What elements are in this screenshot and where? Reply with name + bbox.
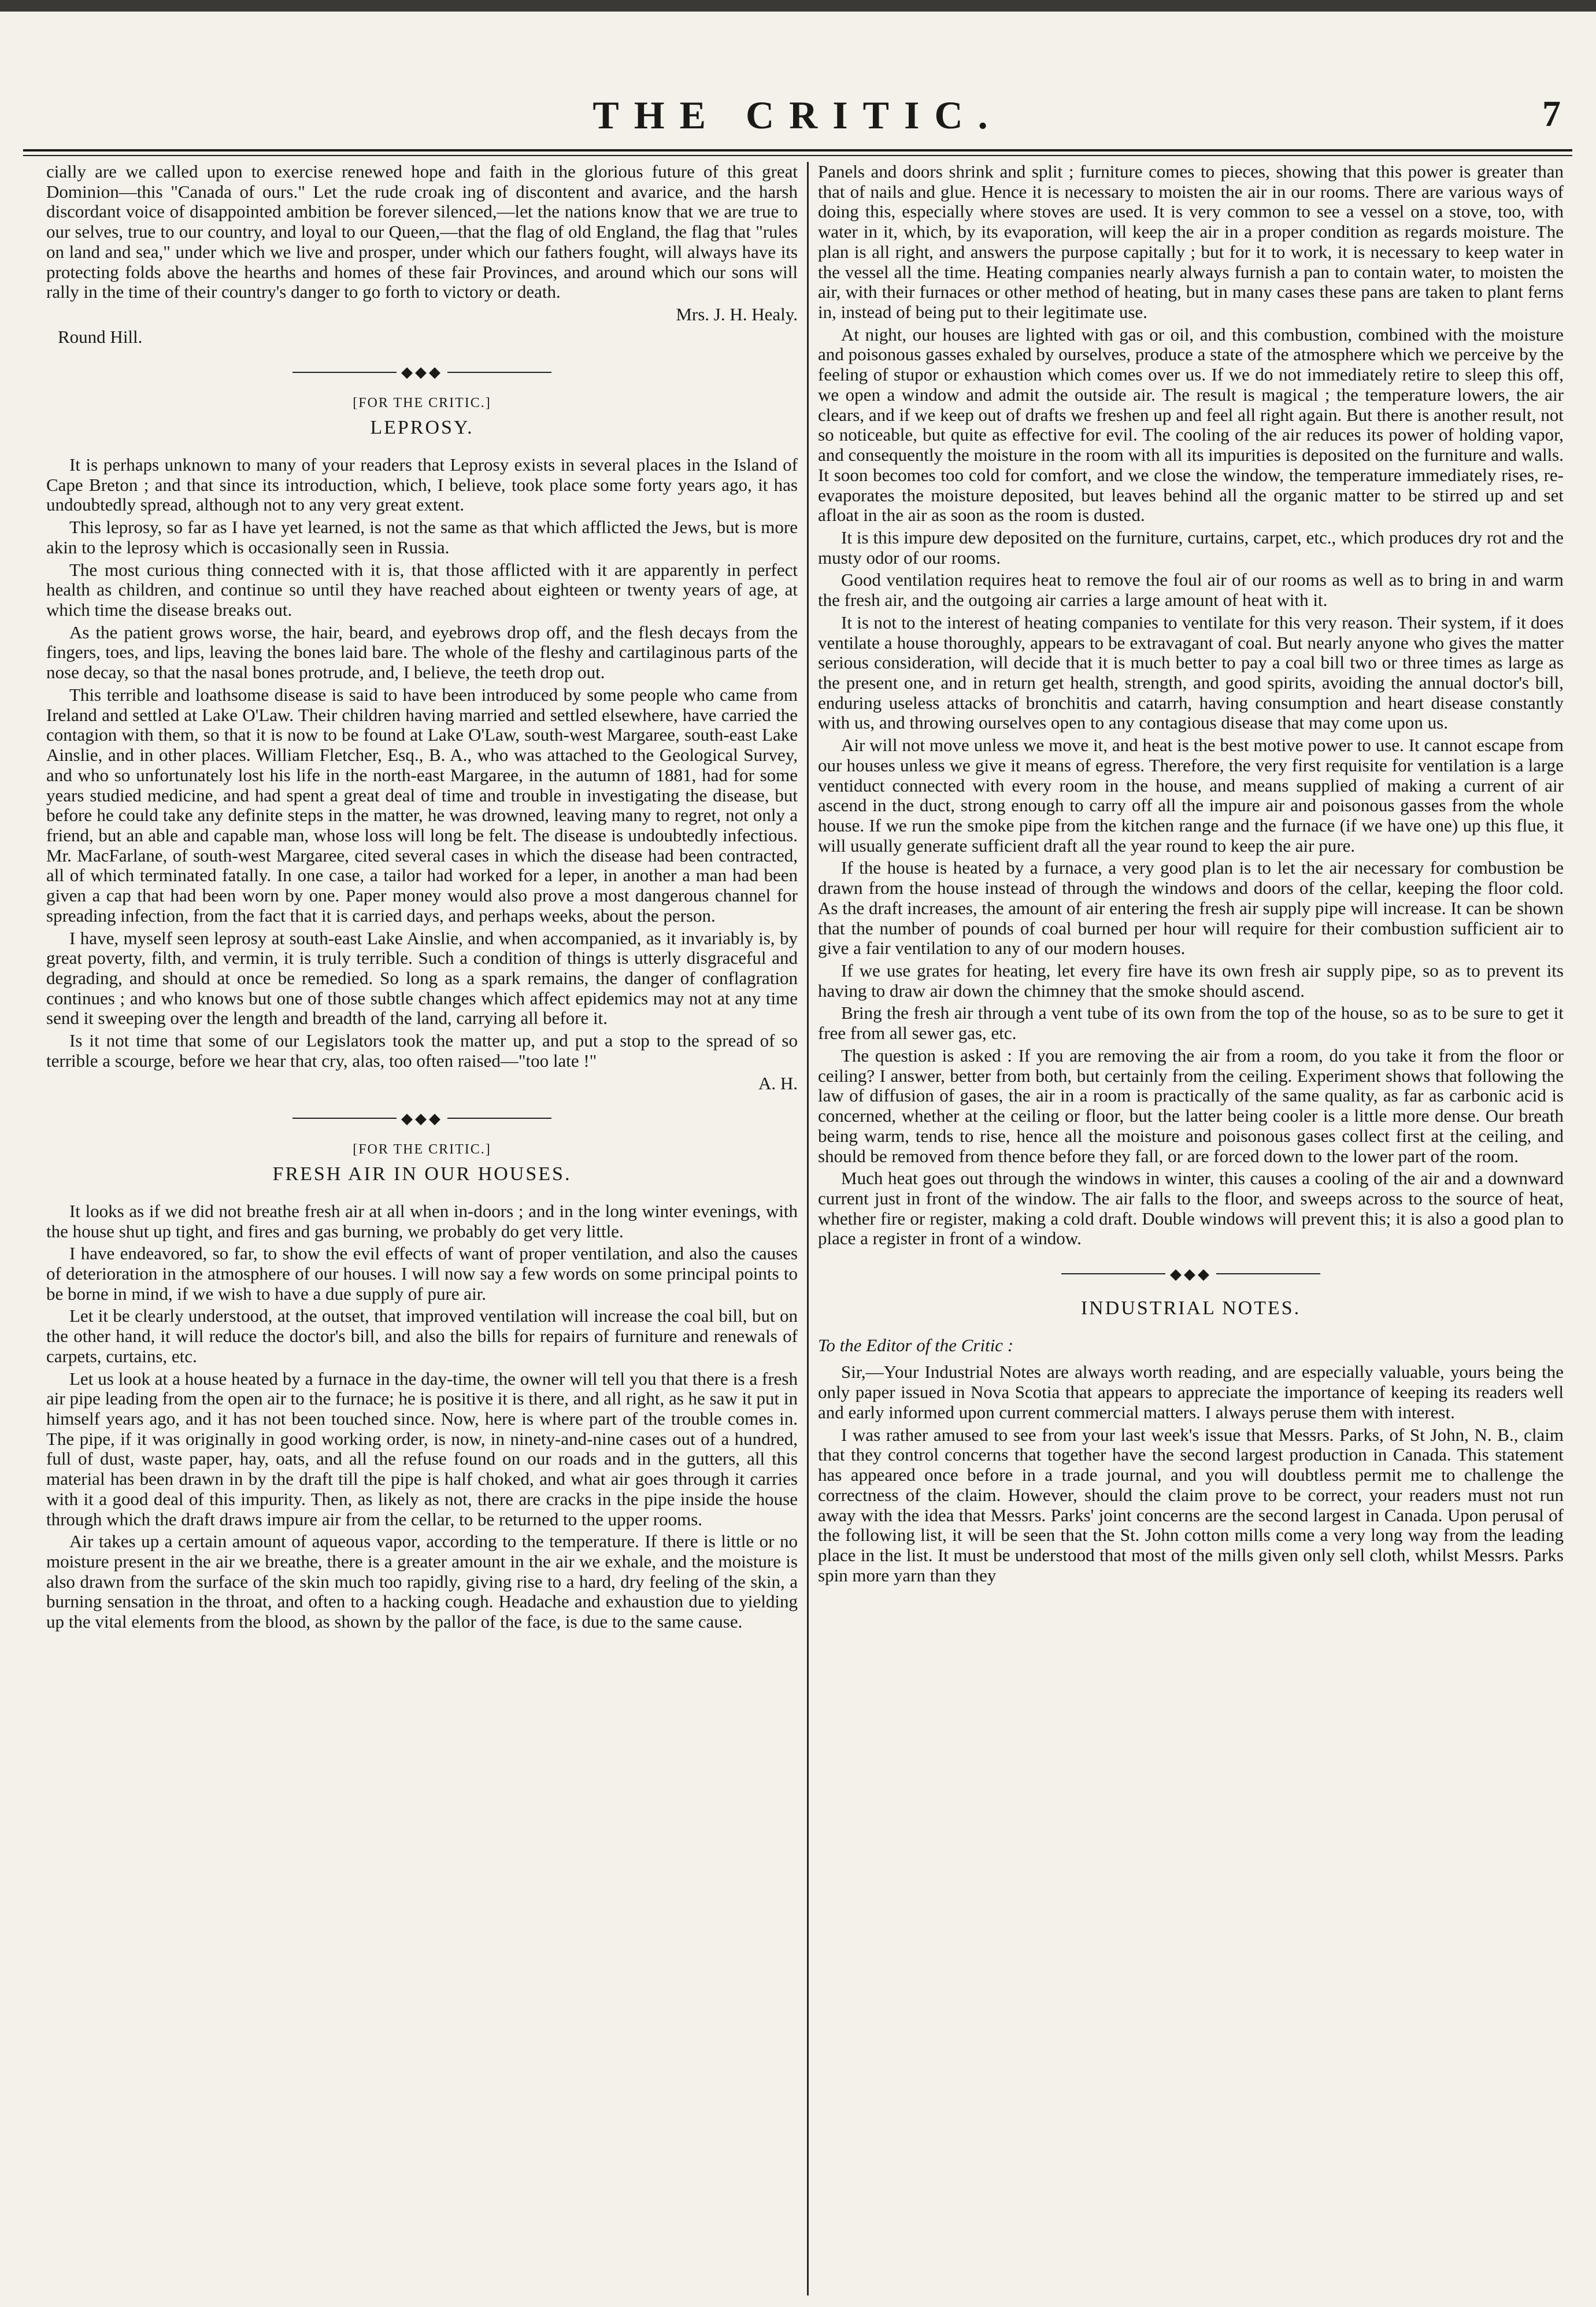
section-ornament: ◆◆◆: [818, 1264, 1564, 1282]
article-paragraph: If the house is heated by a furnace, a very good plan is to let the air necessary for combustion be drawn from the house instead of through the windows and doors of the cellar, keeping the floor cold. As the draft increases, the amount of air entering the fresh air supply pipe will increase. It can be shown that the number of pounds of coal burned per hour will require for their combustion sufficient air to give a fair ventilation to any of our modern houses.: [818, 857, 1564, 959]
letter-salutation: To the Editor of the Critic :: [818, 1334, 1014, 1355]
article-label: [FOR THE CRITIC.]: [353, 1141, 491, 1157]
intro-signature: Mrs. J. H. Healy.: [676, 304, 798, 325]
column-divider: [807, 162, 809, 2295]
article-signature: A. H.: [758, 1073, 798, 1093]
article-paragraph: The most curious thing connected with it is, that those afflicted with it are apparently in perfect health as children, and continue so until they have reached about eighteen or twenty years of age, at which time the disease breaks out.: [46, 559, 798, 620]
section-ornament: ◆◆◆: [46, 362, 798, 380]
page-number: 7: [1542, 93, 1561, 134]
article-paragraph: Let us look at a house heated by a furnace in the day-time, the owner will tell you that there is a fresh air pipe leading from the open air to the furnace; he is positive it is there, and all right, as he saw it put in himself years ago, and it has not been touched since. Now, here is where part of the trouble comes in. The pipe, if it was originally in good working order, is now, in ninety-and-nine cases out of a hundred, full of dust, waste paper, hay, oats, and all the refuse found on our roads and in the gutters, all this material has been drawn in by the draft till the pipe is half choked, and what air goes through it carries with it a good deal of this impurity. Then, as likely as not, there are cracks in the pipe inside the house through which the draft draws impure air from the cellar, to be returned to the upper rooms.: [46, 1368, 798, 1529]
fresh-air-continued: [818, 162, 1564, 1249]
article-heading: FRESH AIR IN OUR HOUSES.: [272, 1163, 572, 1185]
article-paragraph: This leprosy, so far as I have yet learned, is not the same as that which afflicted the Jews, but is more akin to the leprosy which is occasionally seen in Russia.: [46, 517, 798, 557]
article-heading: INDUSTRIAL NOTES.: [1080, 1297, 1301, 1319]
article-heading: LEPROSY.: [370, 416, 474, 438]
article-paragraph: Air will not move unless we move it, and heat is the best motive power to use. It cannot escape from our houses unless we give it means of egress. Therefore, the very first requisite for ventilation is a large ventiduct connected with every room in the house, and means supplied of making a current of air ascend in the duct, strong enough to carry off all the impure air and poisonous gasses from the whole house. If we run the smoke pipe from the kitchen range and the furnace (if we have one) up this flue, it will usually generate sufficient draft all the year round to keep the air pure.: [818, 735, 1564, 856]
left-column: [46, 162, 798, 2295]
article-paragraph: I was rather amused to see from your last week's issue that Messrs. Parks, of St John, N. B., claim that they control concerns that together have the second largest production in Canada. This statement has appeared once before in a trade journal, and you will doubtless permit me to challenge the correctness of the claim. However, should the claim prove to be correct, your readers must not run away with the idea that Messrs. Parks' joint concerns are the second largest in Canada. Upon perusal of the following list, it will be seen that the St. John cotton mills come a very long way from the leading place in the list. It must be understood that most of the mills given only sell cloth, whilst Messrs. Parks spin more yarn than they: [818, 1424, 1564, 1585]
article-paragraph: Air takes up a certain amount of aqueous vapor, according to the temperature. If there is little or no moisture present in the air we breathe, there is a greater amount in the air we exhale, and the moisture is also drawn from the surface of the skin much too rapidly, giving rise to a hard, dry feeling of the skin, a burning sensation in the throat, and often to a hacking cough. Headache and exhaustion due to yielding up the vital elements from the blood, as shown by the pallor of the face, is due to the same cause.: [46, 1531, 798, 1632]
intro-place: Round Hill.: [58, 326, 143, 347]
leprosy-article: [46, 395, 798, 1093]
article-paragraph: Bring the fresh air through a vent tube of its own from the top of the house, so as to be sure to get it free from all sewer gas, etc.: [818, 1003, 1564, 1044]
article-paragraph: It is this impure dew deposited on the furniture, curtains, carpet, etc., which produces dry rot and the musty odor of our rooms.: [818, 527, 1564, 568]
article-paragraph: Let it be clearly understood, at the outset, that improved ventilation will increase the coal bill, but on the other hand, it will reduce the doctor's bill, and also the bills for repairs of furniture and renewals of carpets, curtains, etc.: [46, 1306, 798, 1366]
article-paragraph: Sir,—Your Industrial Notes are always worth reading, and are especially valuable, yours being the only paper issued in Nova Scotia that appears to appreciate the importance of keeping its readers well and early informed upon current commercial matters. I always peruse them with interest.: [818, 1362, 1564, 1422]
masthead-rule: [23, 149, 1572, 156]
article-paragraph: I have endeavored, so far, to show the evil effects of want of proper ventilation, and also the causes of deterioration in the atmosphere of our houses. I will now say a few words on some principal points to be borne in mind, if we wish to have a due supply of pure air.: [46, 1243, 798, 1304]
article-paragraph: If we use grates for heating, let every fire have its own fresh air supply pipe, so as to prevent its having to draw air down the chimney that the smoke should ascend.: [818, 960, 1564, 1001]
article-paragraph: Is it not time that some of our Legislators took the matter up, and put a stop to the spread of so terrible a scourge, before we hear that cry, alas, too often raised—"too late !": [46, 1030, 798, 1071]
article-paragraph: Good ventilation requires heat to remove the foul air of our rooms as well as to bring in and warm the fresh air, and the outgoing air carries a large amount of heat with it.: [818, 570, 1564, 611]
section-ornament: ◆◆◆: [46, 1108, 798, 1127]
article-paragraph: It is not to the interest of heating companies to ventilate for this very reason. Their system, if it does ventilate a house thoroughly, appears to be extravagant of coal. But nearly anyone who gives the matter serious consideration, will decide that it is much better to pay a coal bill two or three times as large as the present one, and in return get health, strength, and good spirits, avoiding the annual doctor's bill, enduring useless attacks of bronchitis and catarrh, having consumption and heart disease constantly with us, and throwing ourselves open to any contagious disease that may come upon us.: [818, 612, 1564, 733]
article-paragraph: It is perhaps unknown to many of your readers that Leprosy exists in several places in the Island of Cape Breton ; and that since its introduction, which, I believe, took place some forty years ago, it has undoubtedly spread, although not to any very great extent.: [46, 454, 798, 515]
page-edge-damage: [0, 0, 1596, 12]
article-paragraph: Much heat goes out through the windows in winter, this causes a cooling of the air and a downward current just in front of the window. The air falls to the floor, and sweeps across to the source of heat, whether fire or register, making a cold draft. Double windows will prevent this; it is also a good plan to place a register in front of a window.: [818, 1168, 1564, 1249]
newspaper-title: THE CRITIC.: [593, 93, 1003, 137]
article-paragraph: At night, our houses are lighted with gas or oil, and this combustion, combined with the moisture and poisonous gasses exhaled by ourselves, produce a state of the atmosphere which we perceive by the feeling of stupor or exhaustion which comes over us. If we do not immediately retire to sleep this off, we open a window and admit the outside air. The result is magical ; the temperature lowers, the air clears, and if we keep out of drafts we freshen up and feel all right again. But there is another result, not so noticeable, but quite as effective for evil. The cooling of the air reduces its power of holding vapor, and consequently the moisture in the room with all its impurities is deposited on the furniture and walls. It soon becomes too cold for comfort, and we close the window, the temperature immediately rises, re-evaporates the moisture deposited, but leaves behind all the organic matter to be stirred up and set afloat in the air as soon as the room is dusted.: [818, 324, 1564, 526]
fresh-air-article: [46, 1142, 798, 1632]
industrial-notes-article: [818, 1297, 1564, 1586]
article-paragraph: Panels and doors shrink and split ; furniture comes to pieces, showing that this power is greater than that of nails and glue. Hence it is necessary to moisten the air in our rooms. There are various ways of doing this, especially where stoves are used. It is very common to see a vessel on a stove, too, with water in it, which, by its evaporation, will keep the air in a proper condition as regards moisture. The plan is all right, and answers the purpose capitally ; but for it to work, it is necessary to keep water in the vessel all the time. Heating companies nearly always furnish a pan to contain water, to moisten the air, with their furnaces or other method of heating, but in many cases these pans are taken to plant ferns in, instead of being put to their legitimate use.: [818, 162, 1564, 323]
article-paragraph: It looks as if we did not breathe fresh air at all when in-doors ; and in the long winter evenings, with the house shut up tight, and fires and gas burning, we probably do get very little.: [46, 1200, 798, 1241]
article-paragraph: The question is asked : If you are removing the air from a room, do you take it from the floor or ceiling? I answer, better from both, but certainly from the ceiling. Experiment shows that following the law of diffusion of gases, the air in a room is practically of the same quality, as far as carbonic acid is concerned, whether at the ceiling or floor, but the latter being cooler is a little more dense. Our breath being warm, tends to rise, hence all the moisture and poisonous gases collect first at the ceiling, and should be removed from thence before they fall, or are forced down to the lower part of the room.: [818, 1045, 1564, 1166]
article-paragraph: As the patient grows worse, the hair, beard, and eyebrows drop off, and the flesh decays from the fingers, toes, and lips, leaving the bones laid bare. The whole of the fleshy and cartilaginous parts of the nose decay, so that the nasal bones protrude, and, I believe, the teeth drop out.: [46, 622, 798, 683]
article-paragraph: I have, myself seen leprosy at south-east Lake Ainslie, and when accompanied, as it invariably is, by great poverty, filth, and vermin, it is truly terrible. Such a condition of things is utterly disgraceful and degrading, and should at once be remedied. So long as a spark remains, the danger of conflagration continues ; and who knows but one of those subtle changes which affect epidemics may not at any time send it sweeping over the length and breadth of the land, carrying all before it.: [46, 927, 798, 1029]
masthead: [23, 69, 1572, 156]
article-label: [FOR THE CRITIC.]: [353, 395, 491, 411]
intro-paragraph: cially are we called upon to exercise renewed hope and faith in the glorious future of this great Dominion—this "Canada of ours." Let the rude croak ing of discontent and avarice, and the harsh discordant voice of disappointed ambition be forever silenced,—let the nations know that we are true to our selves, true to our country, and loyal to our Queen,—that the flag of old England, the flag that "rules on land and sea," under which we live and prosper, under which our fathers fought, will always have its protecting folds above the hearths and homes of these fair Provinces, and around which our sons will rally in the time of their country's danger to go forth to victory or death.: [46, 162, 798, 302]
right-column: [818, 162, 1564, 2295]
article-paragraph: This terrible and loathsome disease is said to have been introduced by some people who came from Ireland and settled at Lake O'Law. Their children having married and settled elsewhere, have carried the contagion with them, so that it is now to be found at Lake O'Law, south-west Margaree, south-east Lake Ainslie, and in other places. William Fletcher, Esq., B. A., who was attached to the Geological Survey, and who so unfortunately lost his life in the north-east Margaree, in the autumn of 1881, had for some years studied medicine, and had spent a great deal of time and trouble in investigating the disease, but before he could take any definite steps in the matter, he was drowned, leaving many to regret, not only a friend, but an able and capable man, whose loss will long be felt. The disease is undoubtedly infectious. Mr. MacFarlane, of south-west Margaree, cited several cases in which the disease had been contracted, all of which terminated fatally. In one case, a tailor had worked for a leper, in another a man had been given a cap that had been worn by one. Paper money would also prove a most dangerous channel for spreading infection, from the fact that it is carried days, and perhaps weeks, about the person.: [46, 684, 798, 926]
